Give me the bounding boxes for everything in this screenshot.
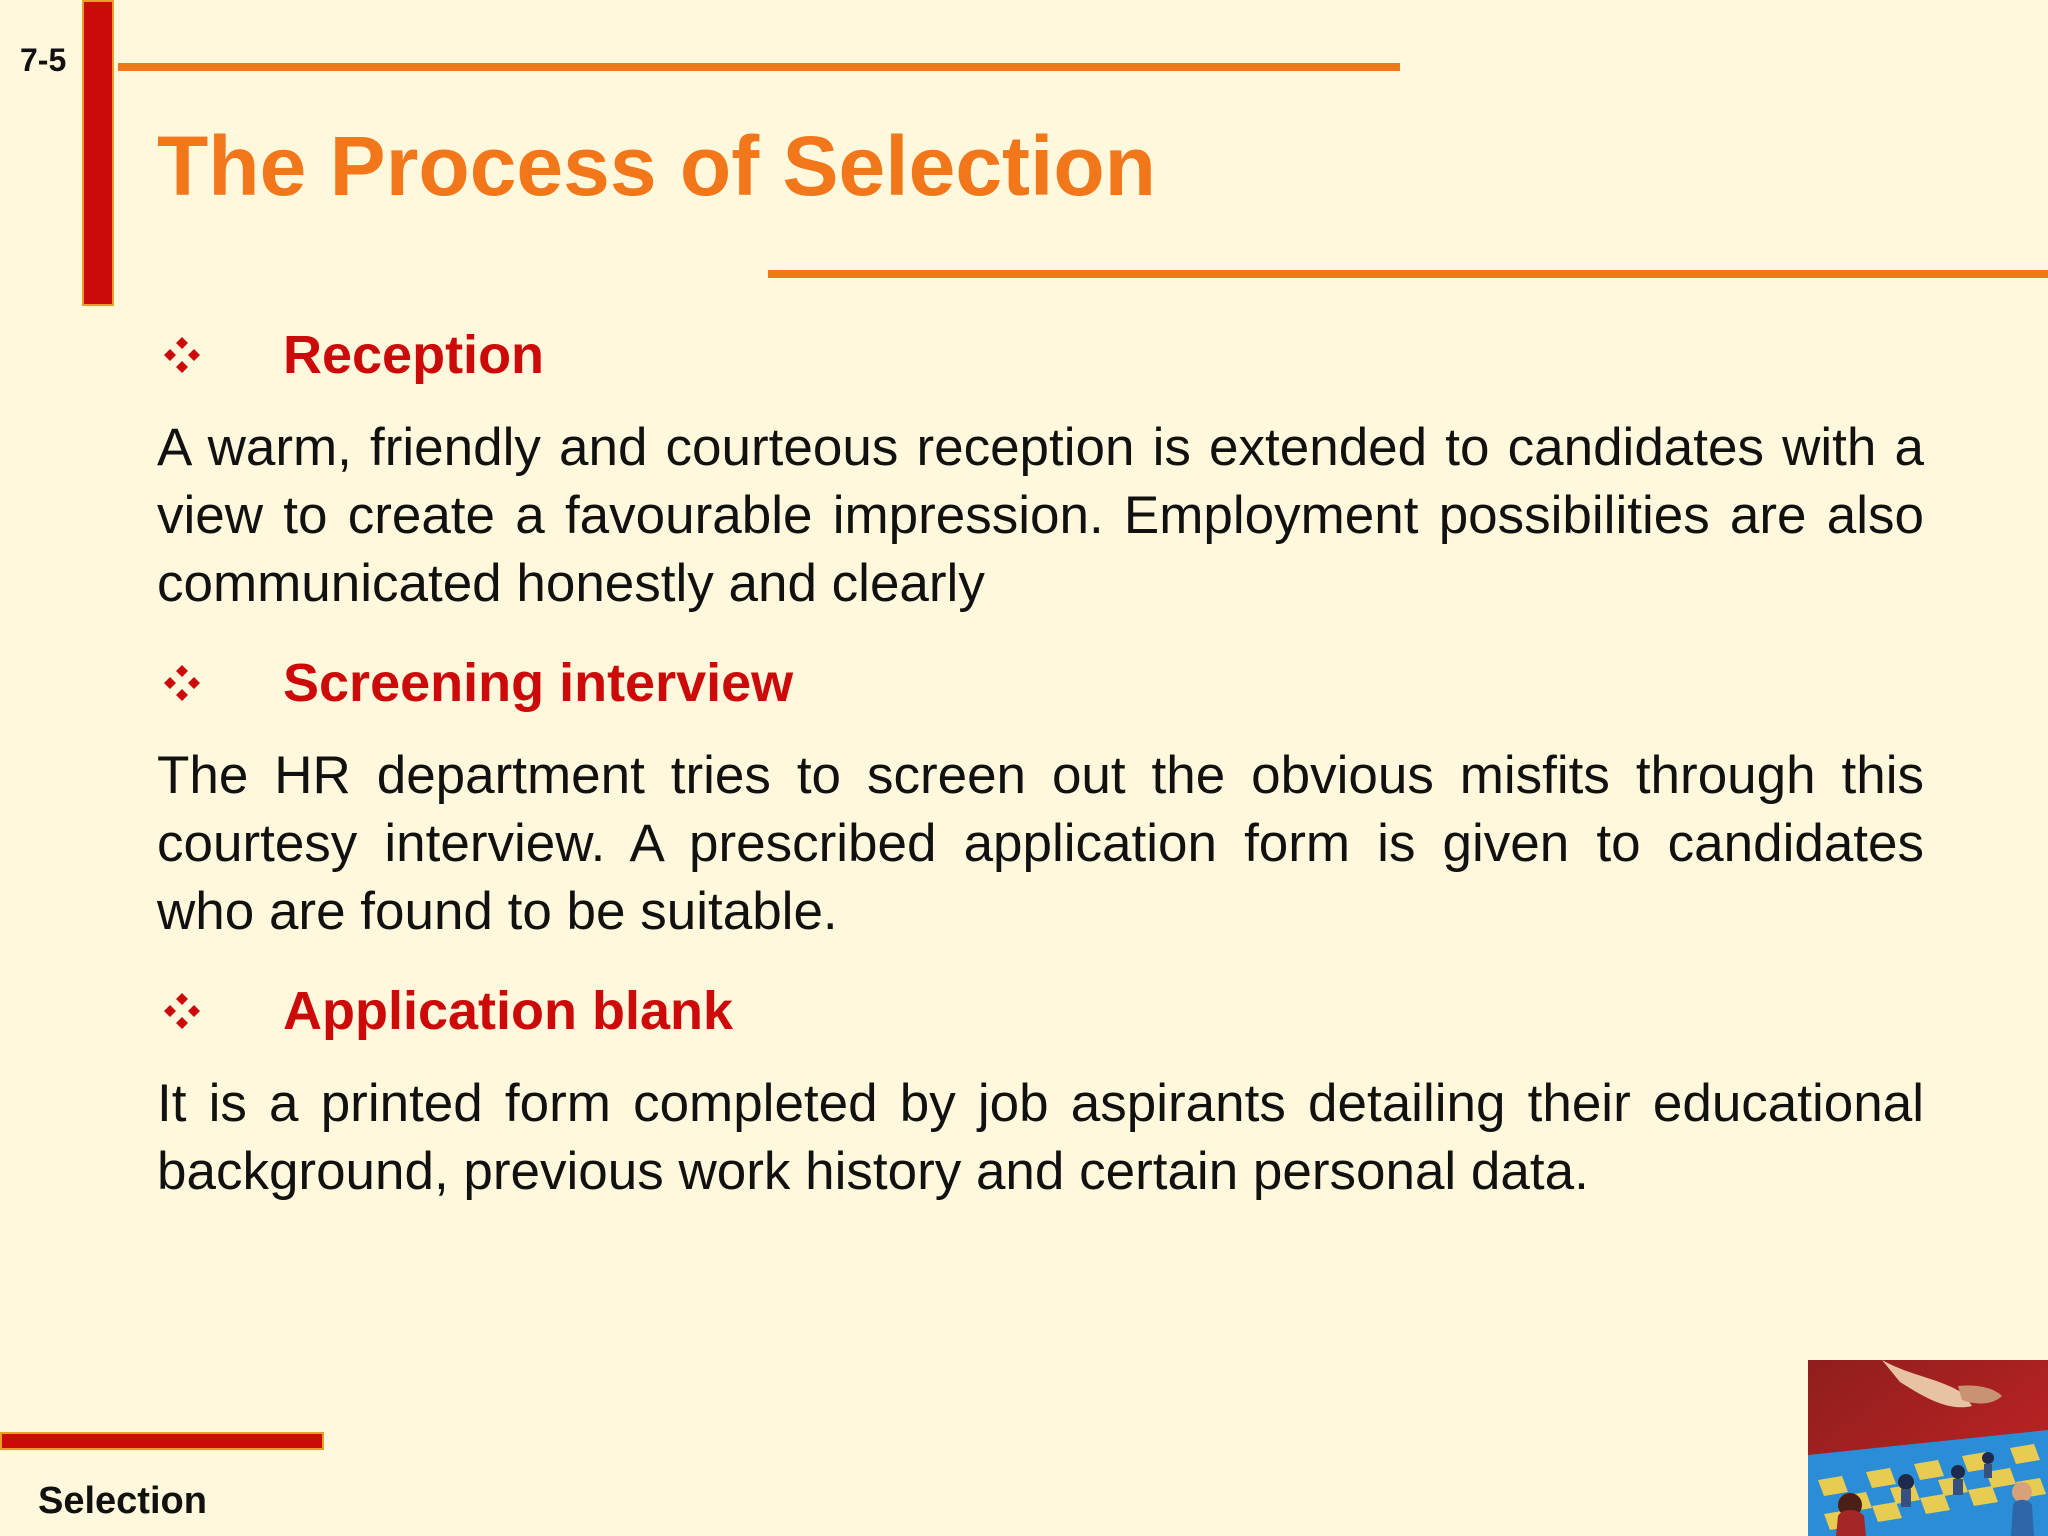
section-heading-label: Reception — [283, 325, 545, 385]
section-text-screening-interview: The HR department tries to screen out the obvious misfits through this courtesy interview. A prescribed application form is given to candidates who are found to be suitable. — [157, 746, 1924, 941]
section-heading-screening-interview — [157, 648, 1924, 718]
page-title: The Process of Selection — [157, 119, 1156, 213]
chessboard-illustration-icon — [1808, 1360, 2048, 1536]
section-heading-application-blank — [157, 976, 1924, 1046]
section-heading-label: Application blank — [283, 981, 734, 1041]
section-text-application-blank: It is a printed form completed by job aspirants detailing their educational background, previous work history and certain personal data. — [157, 1074, 1924, 1201]
slide-number: 7-5 — [20, 42, 67, 78]
left-accent-bar — [82, 0, 114, 306]
section-heading-label: Screening interview — [283, 653, 794, 713]
top-title-rule — [118, 63, 1400, 71]
diamond-bullet-icon — [157, 989, 283, 1033]
diamond-bullet-icon — [157, 333, 283, 377]
diamond-bullet-icon — [157, 661, 283, 705]
section-heading-reception — [157, 320, 1924, 390]
bottom-title-rule — [768, 270, 2048, 278]
footer-accent-rule — [0, 1432, 324, 1450]
footer-label: Selection — [38, 1480, 207, 1522]
slide-content — [157, 320, 1924, 1236]
section-text-reception: A warm, friendly and courteous reception is extended to candidates with a view to create a favourable impression. Employment possibilities are also communicated honestly and clearly — [157, 418, 1924, 613]
